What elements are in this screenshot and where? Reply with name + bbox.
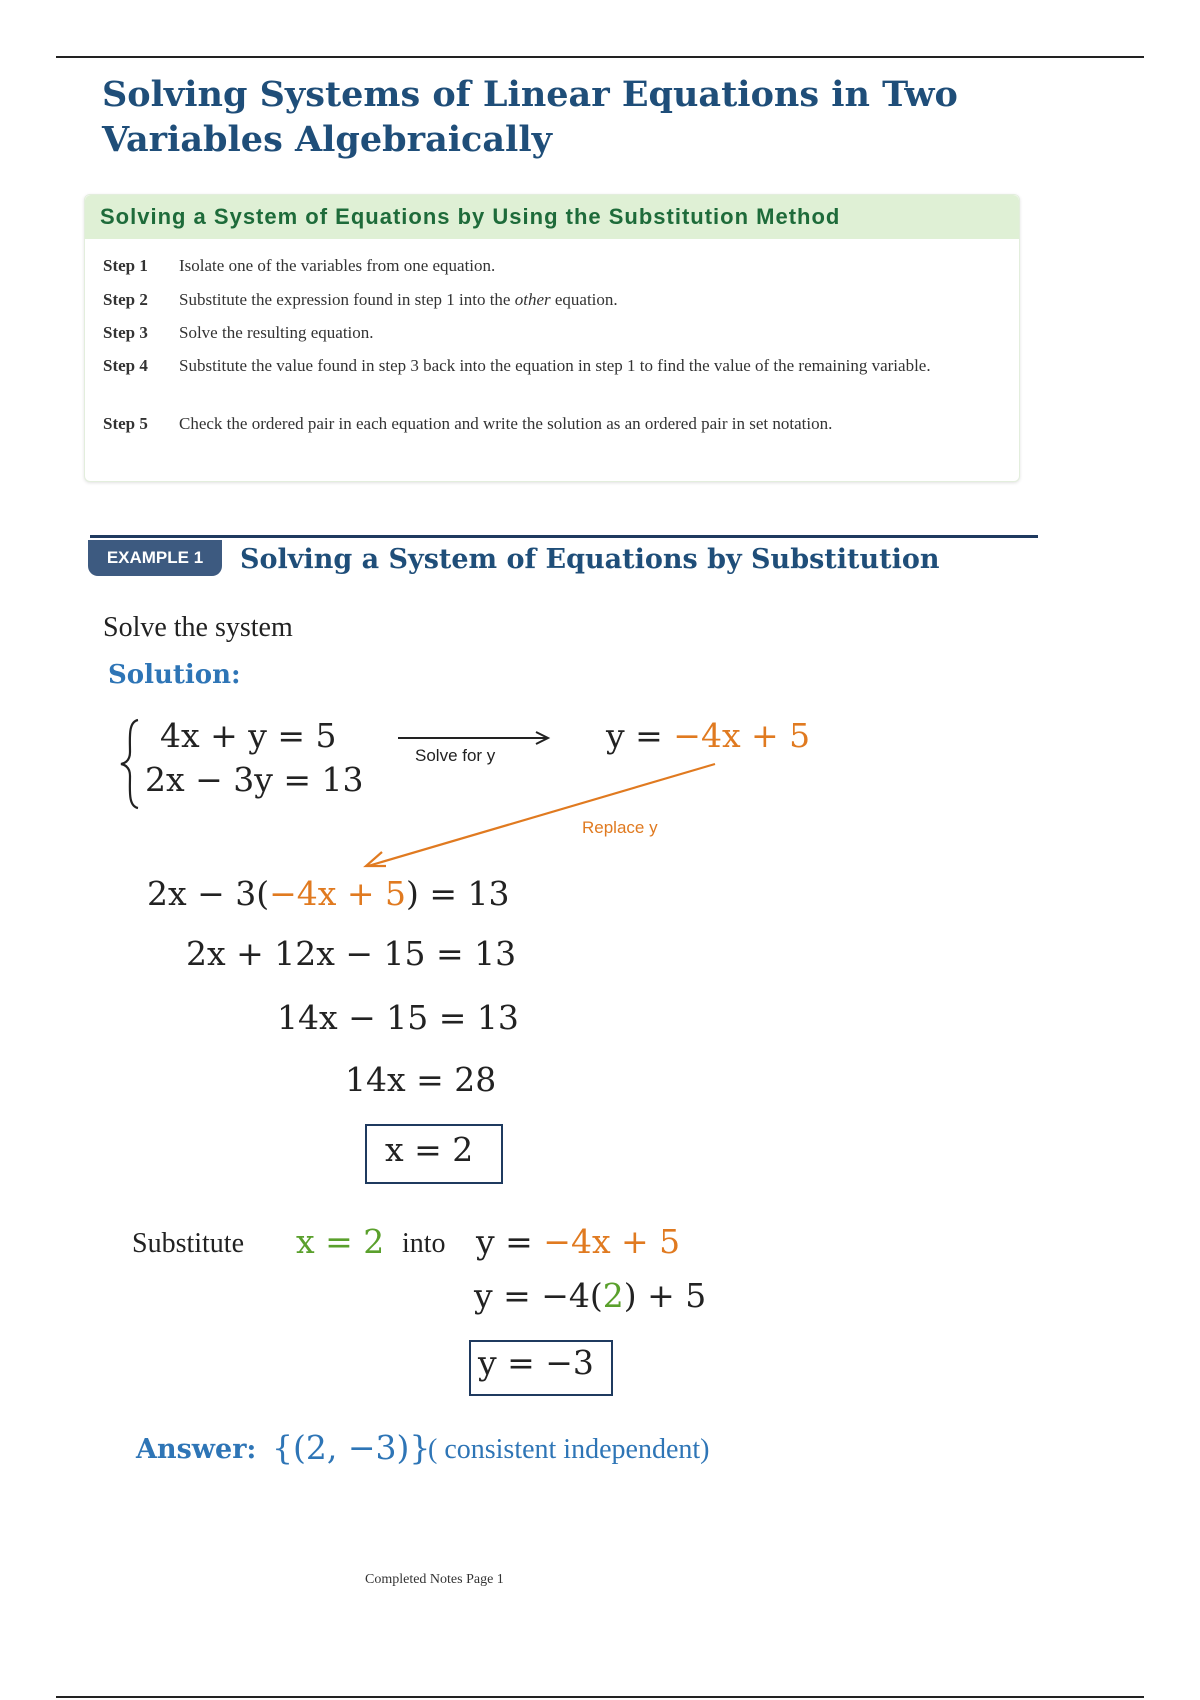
example-badge: EXAMPLE 1 (88, 540, 222, 576)
into-word: into (402, 1228, 446, 1259)
page-title (102, 72, 1002, 162)
solve-for-y-label: Solve for y (415, 746, 496, 765)
solve-arrow (396, 728, 556, 748)
step-text: Substitute the expression found in step 1 into the other equation. (179, 290, 618, 309)
step-text: Check the ordered pair in each equation and write the solution as an ordered pair in set notation. (179, 414, 833, 433)
system-equation-1: 4x + y = 5 (160, 716, 337, 755)
step-label: Step 4 (103, 356, 148, 375)
step-label: Step 1 (103, 256, 148, 275)
example-rule (90, 535, 1038, 538)
method-box-heading: Solving a System of Equations by Using the Substitution Method (85, 195, 1019, 239)
answer-value: {(2, −3)} (272, 1428, 431, 1467)
step-label: Step 3 (103, 323, 148, 342)
system-equation-2: 2x − 3y = 13 (145, 760, 364, 799)
isolated-expression: −4x + 5 (673, 716, 811, 755)
replace-y-label: Replace y (582, 818, 658, 837)
system-brace (118, 718, 142, 810)
substituted-equation: 2x − 3(−4x + 5) = 13 (147, 874, 510, 913)
expanded-equation: 2x + 12x − 15 = 13 (186, 934, 517, 973)
top-rule (56, 56, 1144, 58)
emphasis-other: other (514, 290, 551, 309)
step-text: Isolate one of the variables from one equation. (179, 256, 496, 275)
page-title-line-2: Variables Algebraically (102, 119, 552, 160)
answer-note: ( consistent independent) (428, 1434, 710, 1465)
solution-label: Solution: (108, 660, 241, 690)
step-text: Substitute the value found in step 3 back into the equation in step 1 to find the value of the remaining variable. (179, 356, 931, 375)
prompt-text: Solve the system (103, 612, 293, 643)
page-title-line-1: Solving Systems of Linear Equations in Two (102, 74, 958, 115)
x-value: x = 2 (296, 1222, 385, 1261)
answer-label: Answer: (136, 1434, 257, 1465)
simplified-equation: 14x = 28 (345, 1060, 497, 1099)
substitute-word: Substitute (132, 1228, 245, 1259)
step-label: Step 2 (103, 290, 148, 309)
y-result: y = −3 (478, 1343, 594, 1382)
substitution-method-box (84, 194, 1020, 482)
isolated-equation: y = −4x + 5 (606, 716, 811, 755)
bottom-rule (56, 1696, 1144, 1698)
step-label: Step 5 (103, 414, 148, 433)
y-calculation: y = −4(2) + 5 (474, 1276, 707, 1315)
example-title: Solving a System of Equations by Substitution (240, 544, 940, 575)
combined-equation: 14x − 15 = 13 (277, 998, 519, 1037)
replace-arrow (360, 756, 720, 868)
step-text: Solve the resulting equation. (179, 323, 374, 342)
x-result: x = 2 (385, 1130, 474, 1169)
page-footer: Completed Notes Page 1 (365, 1572, 504, 1587)
y-equation: y = −4x + 5 (476, 1222, 681, 1261)
